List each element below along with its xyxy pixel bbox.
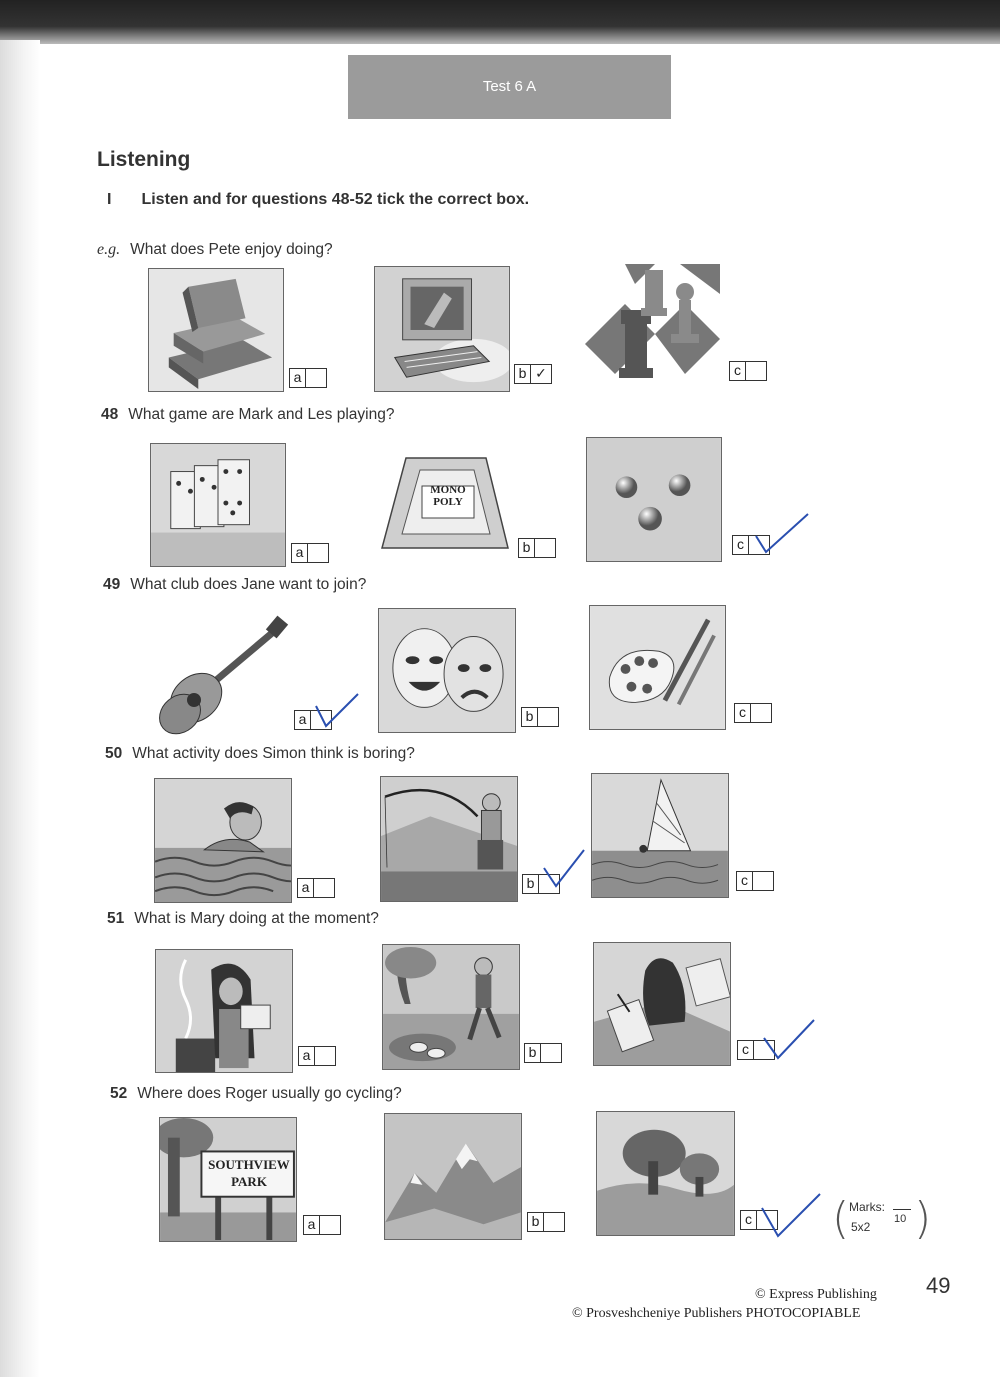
countryside-icon <box>596 1111 735 1236</box>
scan-left-edge <box>0 40 40 1377</box>
question-text: What does Pete enjoy doing? <box>130 241 333 258</box>
writing-icon <box>593 942 731 1066</box>
fraction-line <box>893 1209 911 1210</box>
option-letter: b <box>521 707 538 727</box>
question-text: What is Mary doing at the moment? <box>134 910 379 927</box>
option-letter: b <box>522 874 539 894</box>
tick-box[interactable] <box>757 1210 778 1230</box>
paren-right: ) <box>914 1193 932 1244</box>
option-letter: b <box>524 1043 541 1063</box>
instruction <box>107 191 529 209</box>
option-letter: c <box>734 703 751 723</box>
instruction-text: Listen and for questions 48-52 tick the correct box. <box>141 191 530 208</box>
option-letter: a <box>291 543 308 563</box>
answer-box-48-c[interactable] <box>732 535 770 555</box>
books-icon <box>148 268 284 392</box>
marks-label: Marks: <box>849 1200 885 1214</box>
answer-box-51-b[interactable] <box>524 1043 562 1063</box>
park-sign-icon <box>159 1117 297 1242</box>
marbles-icon <box>586 437 722 562</box>
answer-box-eg-b[interactable] <box>514 364 552 384</box>
tick-box[interactable] <box>320 1215 341 1235</box>
option-letter: a <box>294 710 311 730</box>
monopoly-board-icon <box>376 438 513 564</box>
question-number: 51 <box>107 910 125 927</box>
footer-publisher-2: © Prosveshcheniye Publishers PHOTOCOPIABLE <box>572 1306 861 1321</box>
option-letter: a <box>298 1046 315 1066</box>
section-title: Listening <box>97 148 191 171</box>
question-text: What club does Jane want to join? <box>130 576 367 593</box>
option-letter: b <box>518 538 535 558</box>
answer-box-50-c[interactable] <box>736 871 774 891</box>
tick-box[interactable] <box>308 543 329 563</box>
question-text: Where does Roger usually go cycling? <box>137 1085 402 1102</box>
tick-box[interactable]: ✓ <box>531 364 552 384</box>
question-52 <box>110 1085 402 1103</box>
answer-box-49-a[interactable] <box>294 710 332 730</box>
answer-box-48-a[interactable] <box>291 543 329 563</box>
option-letter: a <box>297 878 314 898</box>
paint-palette-icon <box>589 605 726 730</box>
tick-box[interactable] <box>535 538 556 558</box>
question-number: e.g. <box>97 241 121 258</box>
walking-in-park-icon <box>382 944 520 1070</box>
tick-box[interactable] <box>746 361 767 381</box>
tick-box[interactable] <box>311 710 332 730</box>
computer-icon <box>374 266 510 392</box>
theatre-masks-icon <box>378 608 516 733</box>
answer-box-48-b[interactable] <box>518 538 556 558</box>
answer-box-eg-a[interactable] <box>289 368 327 388</box>
answer-box-50-b[interactable] <box>522 874 560 894</box>
answer-box-50-a[interactable] <box>297 878 335 898</box>
tick-box[interactable] <box>749 535 770 555</box>
chess-icon <box>585 264 720 390</box>
test-label: Test 6 A <box>482 78 537 95</box>
tick-box[interactable] <box>538 707 559 727</box>
question-text: What game are Mark and Les playing? <box>128 406 395 423</box>
option-letter: c <box>729 361 746 381</box>
option-letter: c <box>737 1040 754 1060</box>
tick-box[interactable] <box>544 1212 565 1232</box>
windsurfing-icon <box>591 773 729 898</box>
option-letter: a <box>303 1215 320 1235</box>
guitar-icon <box>152 610 289 737</box>
tick-box[interactable] <box>315 1046 336 1066</box>
answer-box-51-a[interactable] <box>298 1046 336 1066</box>
scan-top-edge <box>0 0 1000 44</box>
paren-left: ( <box>832 1193 850 1244</box>
board-text-line-2: POLY <box>433 496 463 508</box>
fishing-icon <box>380 776 518 902</box>
option-letter: a <box>289 368 306 388</box>
dominoes-icon <box>150 443 286 567</box>
sign-text-line-1: SOUTHVIEW <box>208 1157 290 1172</box>
marks-total: 10 <box>894 1213 907 1225</box>
question-number: 52 <box>110 1085 128 1102</box>
answer-box-eg-c[interactable] <box>729 361 767 381</box>
question-text: What activity does Simon think is boring? <box>132 745 415 762</box>
answer-box-52-b[interactable] <box>527 1212 565 1232</box>
option-letter: b <box>514 364 531 384</box>
question-number: 48 <box>101 406 119 423</box>
question-number: 50 <box>105 745 123 762</box>
question-example <box>97 241 333 259</box>
answer-box-51-c[interactable] <box>737 1040 775 1060</box>
question-48 <box>101 406 394 424</box>
test-header-tab <box>348 55 671 119</box>
option-letter: c <box>736 871 753 891</box>
tick-box[interactable] <box>306 368 327 388</box>
option-letter: c <box>740 1210 757 1230</box>
tick-box[interactable] <box>753 871 774 891</box>
sign-text-line-2: PARK <box>231 1174 267 1189</box>
cooking-icon <box>155 949 293 1073</box>
marks-multiplier: 5x2 <box>851 1220 871 1234</box>
tick-box[interactable] <box>751 703 772 723</box>
answer-box-49-c[interactable] <box>734 703 772 723</box>
question-number: 49 <box>103 576 121 593</box>
answer-box-52-a[interactable] <box>303 1215 341 1235</box>
answer-box-49-b[interactable] <box>521 707 559 727</box>
instruction-number: I <box>107 191 112 208</box>
page-number: 49 <box>926 1273 951 1298</box>
footer-publisher-1: © Express Publishing <box>755 1287 877 1302</box>
tick-box[interactable] <box>541 1043 562 1063</box>
question-49 <box>103 576 366 594</box>
swimming-icon <box>154 778 292 903</box>
tick-box[interactable] <box>314 878 335 898</box>
tick-box[interactable] <box>754 1040 775 1060</box>
tick-box[interactable] <box>539 874 560 894</box>
question-51 <box>107 910 379 928</box>
board-text-line-1: MONO <box>430 484 466 496</box>
marks-box <box>832 1193 932 1245</box>
option-letter: c <box>732 535 749 555</box>
question-50 <box>105 745 415 763</box>
answer-box-52-c[interactable] <box>740 1210 778 1230</box>
option-letter: b <box>527 1212 544 1232</box>
mountains-icon <box>384 1113 522 1240</box>
